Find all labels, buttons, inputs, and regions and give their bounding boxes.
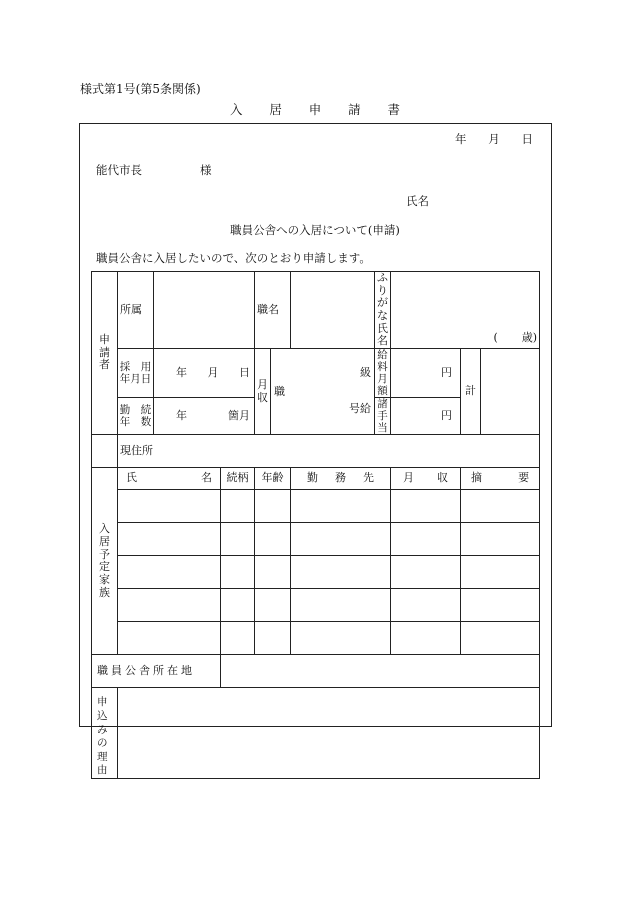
furigana-name-label (375, 271, 411, 349)
family-relation-cell[interactable] (221, 556, 255, 589)
salary-label-bottom: 月 額 (377, 372, 399, 398)
application-table (91, 271, 540, 779)
monthly-income-label-top: 月 (257, 377, 269, 391)
family-relation-cell[interactable] (221, 589, 255, 622)
grade-step-input[interactable] (271, 348, 375, 434)
housing-location-label: 職員公舎所在地 (92, 655, 221, 688)
family-income-cell[interactable] (391, 589, 461, 622)
service-years-label-top: 勤 続 (119, 404, 152, 417)
family-col-work-b: 務 (335, 471, 347, 485)
allowance-input[interactable] (391, 398, 461, 435)
monthly-income-label-bottom: 収 (257, 390, 269, 404)
family-name-cell[interactable] (118, 523, 221, 556)
hire-date-label-bottom: 年月日 (119, 372, 152, 385)
hire-year: 年 (176, 365, 187, 379)
salary-label-top: 給 料 (377, 348, 399, 373)
family-col-income (391, 468, 461, 490)
age-paren: ( (493, 331, 498, 345)
hire-date-label (118, 348, 154, 397)
family-col-notes (461, 468, 540, 490)
family-age-cell[interactable] (255, 622, 291, 655)
family-col-work-a: 勤 (307, 471, 319, 485)
family-row (92, 622, 540, 655)
family-workplace-cell[interactable] (291, 556, 391, 589)
hire-date-label-top: 採 用 (119, 360, 152, 373)
family-relation-cell[interactable] (221, 622, 255, 655)
reason-input[interactable] (118, 688, 540, 779)
document-title (230, 100, 400, 118)
family-col-name-b: 名 (201, 471, 212, 485)
form-number: 様式第1号(第5条関係) (80, 82, 201, 96)
addressee-honorific: 様 (200, 163, 212, 177)
date-month-label: 月 (488, 132, 500, 146)
date-day-label: 日 (521, 132, 533, 146)
title-char: 請 (348, 102, 361, 117)
family-income-cell[interactable] (391, 622, 461, 655)
address-row[interactable] (118, 435, 540, 468)
applicant-section-label: 申請者 (92, 272, 118, 435)
full-name-label: 氏 名 (377, 321, 411, 348)
family-relation-cell[interactable] (221, 490, 255, 523)
family-relation-cell[interactable] (221, 523, 255, 556)
position-label: 職名 (255, 272, 291, 349)
position-input[interactable] (291, 272, 375, 349)
title-char: 書 (387, 102, 400, 117)
hire-month: 月 (207, 365, 219, 379)
family-name-cell[interactable] (118, 622, 221, 655)
family-col-notes-a: 摘 (471, 471, 483, 485)
family-row (92, 589, 540, 622)
addressee-name: 能代市長 (96, 163, 142, 177)
family-workplace-cell[interactable] (291, 589, 391, 622)
service-years-input[interactable] (154, 398, 255, 435)
family-workplace-cell[interactable] (291, 523, 391, 556)
grade-unit: 級 (360, 365, 372, 379)
family-name-cell[interactable] (118, 589, 221, 622)
salary-label (375, 348, 399, 398)
affiliation-input[interactable] (154, 272, 255, 349)
family-col-age: 年齢 (255, 468, 291, 490)
family-col-name (118, 468, 221, 490)
family-notes-cell[interactable] (461, 556, 540, 589)
family-income-cell[interactable] (391, 556, 461, 589)
hire-day: 日 (239, 365, 251, 379)
family-col-income-a: 月 (403, 471, 415, 485)
family-name-cell[interactable] (118, 556, 221, 589)
family-age-cell[interactable] (255, 589, 291, 622)
family-col-work-c: 先 (363, 471, 375, 485)
family-row (92, 523, 540, 556)
service-years-label (118, 398, 154, 435)
family-age-cell[interactable] (255, 556, 291, 589)
title-char: 申 (308, 102, 322, 117)
family-income-cell[interactable] (391, 490, 461, 523)
family-row (92, 490, 540, 523)
family-notes-cell[interactable] (461, 523, 540, 556)
addressee (96, 162, 212, 178)
grade-prefix: 職 (274, 384, 286, 398)
allowance-yen-unit: 円 (441, 408, 453, 422)
subject-line: 職員公舎への入居について(申請) (230, 223, 400, 237)
service-years-label-bottom: 年 数 (119, 416, 152, 429)
family-workplace-cell[interactable] (291, 622, 391, 655)
furigana-label: ふりがな (377, 271, 389, 322)
family-col-relation: 続柄 (221, 468, 255, 490)
family-notes-cell[interactable] (461, 622, 540, 655)
family-col-name-a: 氏 (126, 471, 137, 485)
family-col-income-b: 収 (437, 471, 449, 485)
family-name-cell[interactable] (118, 490, 221, 523)
housing-location-input[interactable] (221, 655, 540, 688)
family-age-cell[interactable] (255, 523, 291, 556)
total-label: 計 (461, 348, 481, 434)
allowance-label: 諸手当 (375, 398, 391, 435)
title-char: 居 (269, 102, 282, 117)
family-notes-cell[interactable] (461, 490, 540, 523)
address-label: 現住所 (120, 443, 153, 457)
service-year-unit: 年 (176, 408, 187, 422)
family-age-cell[interactable] (255, 490, 291, 523)
step-unit: 号給 (349, 402, 372, 416)
reason-label: 申込みの理由 (92, 688, 118, 779)
date-year-label: 年 (455, 132, 467, 146)
family-col-notes-b: 要 (518, 471, 530, 485)
applicant-name-label: 氏名 (406, 194, 429, 208)
date-field[interactable] (455, 131, 533, 147)
title-char: 入 (230, 102, 243, 117)
age-unit: 歳) (521, 331, 538, 345)
family-col-workplace (291, 468, 391, 490)
salary-yen-unit: 円 (441, 365, 453, 379)
monthly-income-label (255, 348, 271, 434)
affiliation-label: 所属 (118, 272, 154, 349)
family-income-cell[interactable] (391, 523, 461, 556)
hire-date-input[interactable] (154, 348, 255, 397)
family-row (92, 556, 540, 589)
salary-input[interactable] (391, 348, 461, 397)
name-age-input[interactable] (391, 272, 540, 349)
family-notes-cell[interactable] (461, 589, 540, 622)
family-section-label: 入居予定家族 (92, 468, 118, 655)
family-workplace-cell[interactable] (291, 490, 391, 523)
statement-text: 職員公舎に入居したいので、次のとおり申請します。 (96, 251, 371, 265)
service-month-unit: 箇月 (228, 408, 251, 422)
total-input[interactable] (481, 348, 540, 434)
applicant-section-label-end (92, 435, 118, 468)
